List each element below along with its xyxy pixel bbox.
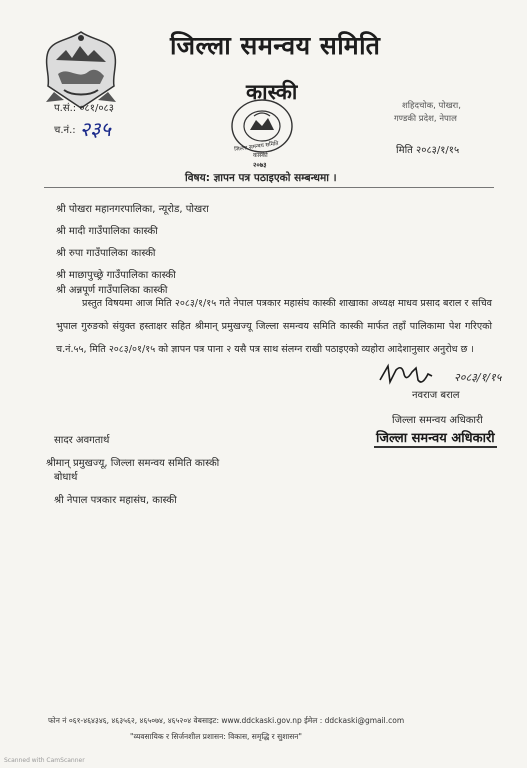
cc-info-label: सादर अवगतार्थ	[54, 435, 110, 446]
office-seal	[220, 96, 304, 172]
body-paragraph: प्रस्तुत विषयमा आज मिति २०८३/१/१५ गते नेपाल पत्रकार महासंघ कास्की शाखाका अध्यक्ष माधव प्रसाद बराल र सचिव भुपाल गुरुङको संयुक्त हस्ताक्षर सहित श्रीमान् प्रमुखज्यू जिल्ला समन्वय समिति कास्की मार्फत तहाँ पालिकामा पेश गरिएको च.नं.५५, मिति २०८३/०१/१५ को ज्ञापन पत्र पाना २ यसै पत्र साथ संलग्न राखी पठाइएको व्यहोरा आदेशानुसार अनुरोध छ ।	[56, 298, 492, 355]
scanner-watermark: Scanned with CamScanner	[4, 757, 85, 764]
seal-text-top: जिल्ला समन्वय समिति	[233, 140, 279, 154]
cc-knowledge-recipient: श्री नेपाल पत्रकार महासंघ, कास्की	[54, 495, 177, 506]
dispatch-number-handwritten: २३५	[79, 117, 111, 141]
letter-date: मिति २०८३/१/१५	[396, 145, 460, 156]
cc-info-recipient: श्रीमान् प्रमुखज्यू, जिल्ला समन्वय समिति कास्की	[46, 458, 220, 469]
recipient-line: श्री माछापुच्छ्रे गाउँपालिका कास्की	[56, 270, 176, 281]
reference-number: प.सं.: ०८१/०८३	[54, 103, 114, 114]
footer-contact: फोन नं ०६१-४६४३४६, ४६३५६२, ४६५०७४, ४६५२०४ वेबसाइट: www.ddckaski.gov.np ईमेल : ddckaski@gmail.com	[48, 716, 405, 725]
seal-text-mid: कास्की	[253, 152, 268, 159]
office-title: जिल्ला समन्वय समिति	[170, 31, 381, 60]
office-address-line2: गण्डकी प्रदेश, नेपाल	[394, 114, 457, 124]
seal-year: २०७३	[253, 161, 267, 169]
dispatch-number	[54, 115, 111, 142]
letter-body	[56, 292, 492, 361]
signatory-name: नवराज बराल	[412, 390, 460, 401]
signatory-designation: जिल्ला समन्वय अधिकारी	[392, 415, 483, 426]
recipient-line: श्री पोखरा महानगरपालिका, न्यूरोड, पोखरा	[56, 204, 209, 215]
recipient-line: श्री अन्नपूर्ण गाउँपालिका कास्की	[56, 285, 168, 296]
signature-date: २०८३/१/१५	[454, 371, 502, 384]
footer-motto: "व्यवसायिक र सिर्जनशील प्रशासन: विकास, समृद्धि र सुशासन"	[130, 732, 302, 741]
cc-knowledge-label: बोधार्थ	[54, 472, 78, 483]
recipient-line: श्री रुपा गाउँपालिका कास्की	[56, 248, 156, 259]
signature	[378, 360, 502, 390]
office-subtitle: कास्की	[246, 80, 298, 104]
office-address-line1: शहिदचोक, पोखरा,	[402, 101, 461, 111]
letter-subject: विषय: ज्ञापन पत्र पठाइएको सम्बन्धमा ।	[185, 172, 337, 184]
recipient-line: श्री मादी गाउँपालिका कास्की	[56, 226, 158, 237]
designation-stamp: जिल्ला समन्वय अधिकारी	[374, 428, 497, 448]
dispatch-label: च.नं.:	[54, 125, 76, 136]
subject-divider	[44, 187, 494, 188]
